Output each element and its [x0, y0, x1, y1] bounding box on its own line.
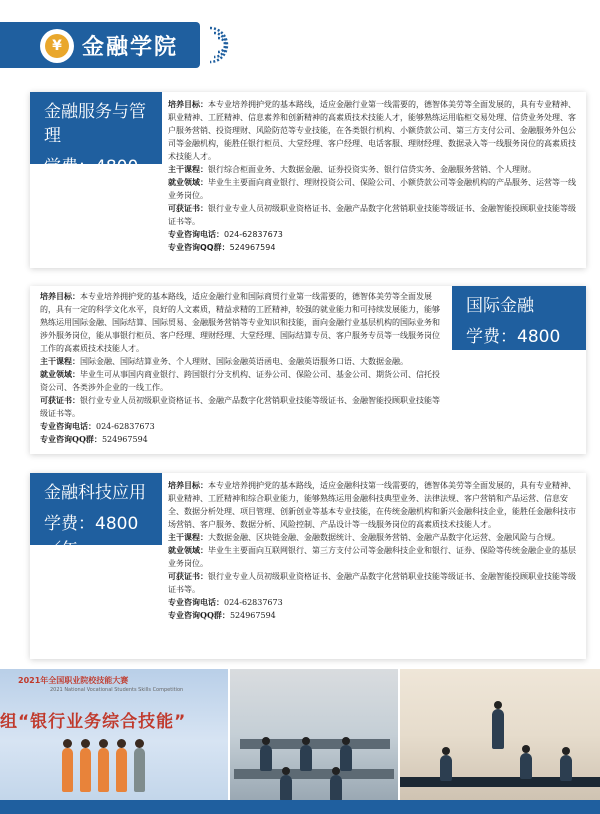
- goal-text: 本专业培养拥护党的基本路线，适应金融行业和国际商贸行业第一线需要的，德智体美劳等全面发展的，具有一定的科学文化水平，良好的人文素质，精益求精的工匠精神，较强的就业能力和可持续发展能力，能够熟练运用国际金融、国际结算、国际贸易、金融服务营销等专业知识和技能，面向金融行业基层机构的国际业务和涉外服务岗位，能从事银行柜员、客户经理、理财经理、大堂经理、国际结算专员、客户服务专员等一线服务岗位工作的高素质技术技能人才。: [40, 292, 440, 353]
- page-title: 金融学院: [82, 35, 179, 60]
- student-figure: [330, 775, 342, 800]
- banner-top-text: 2021年全国职业院校技能大赛: [18, 676, 129, 685]
- certs-label: 可获证书：: [168, 204, 208, 213]
- qq-number: 524967594: [229, 611, 276, 620]
- program-tag-finance-service: [30, 92, 162, 203]
- phone-number: 024-62837673: [224, 598, 283, 607]
- program-fee: 学费：4800／年: [466, 327, 561, 373]
- qq-number: 524967594: [101, 435, 148, 444]
- student-figure: [520, 753, 532, 779]
- banner-main-text: 组“银行业务综合技能”: [0, 712, 187, 732]
- phone-label: 专业咨询电话：: [168, 597, 224, 607]
- money-bag-glyph: ¥: [45, 34, 69, 58]
- program-name: 国际金融: [466, 296, 534, 316]
- goal-label: 培养目标：: [168, 100, 208, 109]
- student-figure: [340, 745, 352, 771]
- courses-text: 国际金融、国际结算业务、个人理财、国际金融英语函电、金融英语服务口语、大数据金融。: [80, 357, 408, 366]
- program-description: [168, 479, 580, 622]
- qq-number: 524967594: [229, 243, 276, 252]
- certs-text: 银行业专业人员初级职业资格证书、金融产品数字化营销职业技能等级证书、金融智能投顾职业技能等级证书等。: [40, 396, 440, 418]
- certs-label: 可获证书：: [40, 395, 80, 405]
- person-figure: [98, 748, 109, 792]
- program-fee: 学费：4800／年: [44, 514, 139, 560]
- student-figure: [440, 755, 452, 781]
- counting-practice-photo: [400, 669, 600, 800]
- person-figure: [80, 748, 91, 792]
- goal-text: 本专业培养拥护党的基本路线，适应金融科技第一线需要的，德智体美劳等全面发展的，具有专业精神、职业精神、工匠精神和综合职业能力，能够熟练运用金融科技典型业务、法律法规、客户营销和产品运营、信息安全、数据分析处理、项目管理、创新创业等基本专业技能，在传统金融机构和新兴金融科技企业，能胜任金融科技市场营销、客户服务、数据分析、风险控制、产品设计等一线服务岗位的高素质技术技能人才。: [168, 481, 576, 529]
- footer-bar: [0, 800, 600, 814]
- courses-text: 银行综合柜面业务、大数据金融、证券投资实务、银行信贷实务、金融服务营销、个人理财。: [208, 165, 536, 174]
- training-room-photo: [230, 669, 398, 800]
- courses-text: 大数据金融、区块链金融、金融数据统计、金融服务营销、金融产品数字化运营、金融风险与合规。: [208, 533, 560, 542]
- person-figure: [116, 748, 127, 792]
- courses-label: 主干课程：: [168, 532, 208, 542]
- program-name: 金融科技应用: [44, 483, 146, 503]
- student-figure: [300, 745, 312, 771]
- student-figure: [260, 745, 272, 771]
- jobs-text: 毕业生可从事国内商业银行、跨国银行分支机构、证券公司、保险公司、基金公司、期货公司、信托投资公司、各类涉外企业的一线工作。: [40, 370, 440, 392]
- program-tag-fintech: [30, 473, 162, 560]
- radial-lines-icon: [202, 22, 248, 68]
- program-tag-international-finance: [452, 286, 586, 373]
- phone-label: 专业咨询电话：: [40, 421, 96, 431]
- jobs-label: 就业领域：: [168, 545, 208, 555]
- courses-label: 主干课程：: [40, 356, 80, 366]
- student-figure: [560, 755, 572, 781]
- courses-label: 主干课程：: [168, 165, 208, 174]
- certs-label: 可获证书：: [168, 571, 208, 581]
- jobs-text: 毕业生主要面向互联网银行、第三方支付公司等金融科技企业和银行、证券、保险等传统金融企业的基层业务岗位。: [168, 546, 576, 568]
- goal-text: 本专业培养拥护党的基本路线，适应金融行业第一线需要的，德智体美劳等全面发展的，具有专业精神、职业精神、工匠精神、信息素养和创新精神的高素质技术技能人才，能够熟练运用临柜交易处理、信贷业务处理、客户服务营销、投资理财、风险防范等专业技能，在各类银行机构、小额贷款公司、第三方支付公司、金融服务外包公司等金融机构，能胜任银行柜员、大堂经理、客户经理、电话客服、理财经理、数据录入等一线服务岗位的高素质技术技能人才。: [168, 100, 576, 161]
- jobs-label: 就业领域：: [168, 178, 208, 187]
- person-figure: [134, 748, 145, 792]
- student-figure: [280, 775, 292, 800]
- qq-label: 专业咨询QQ群：: [168, 610, 230, 620]
- photo-strip: [0, 669, 600, 800]
- competition-team-photo: [0, 669, 228, 800]
- banner-sub-text: 2021 National Vocational Students Skills Competition: [50, 687, 184, 693]
- qq-label: 专业咨询QQ群：: [168, 243, 230, 252]
- program-description: [168, 98, 580, 254]
- goal-label: 培养目标：: [40, 291, 80, 301]
- program-name: 金融服务与管理: [44, 102, 146, 146]
- phone-number: 024-62837673: [96, 422, 155, 431]
- goal-label: 培养目标：: [168, 480, 208, 490]
- phone-number: 024-62837673: [224, 230, 283, 239]
- program-description: [40, 290, 444, 446]
- certs-text: 银行业专业人员初级职业资格证书、金融产品数字化营销职业技能等级证书、金融智能投顾职业技能等级证书等。: [168, 204, 576, 226]
- qq-label: 专业咨询QQ群：: [40, 434, 102, 444]
- money-bag-icon: [40, 29, 74, 63]
- student-figure: [492, 709, 504, 749]
- certs-text: 银行业专业人员初级职业资格证书、金融产品数字化营销职业技能等级证书、金融智能投顾职业技能等级证书等。: [168, 572, 576, 594]
- program-fee: 学费：4800／年: [44, 157, 139, 203]
- jobs-text: 毕业生主要面向商业银行、理财投资公司、保险公司、小额贷款公司等金融机构的产品服务、运营等一线业务岗位。: [168, 178, 576, 200]
- person-figure: [62, 748, 73, 792]
- jobs-label: 就业领域：: [40, 369, 80, 379]
- phone-label: 专业咨询电话：: [168, 230, 224, 239]
- desk-row: [234, 769, 394, 779]
